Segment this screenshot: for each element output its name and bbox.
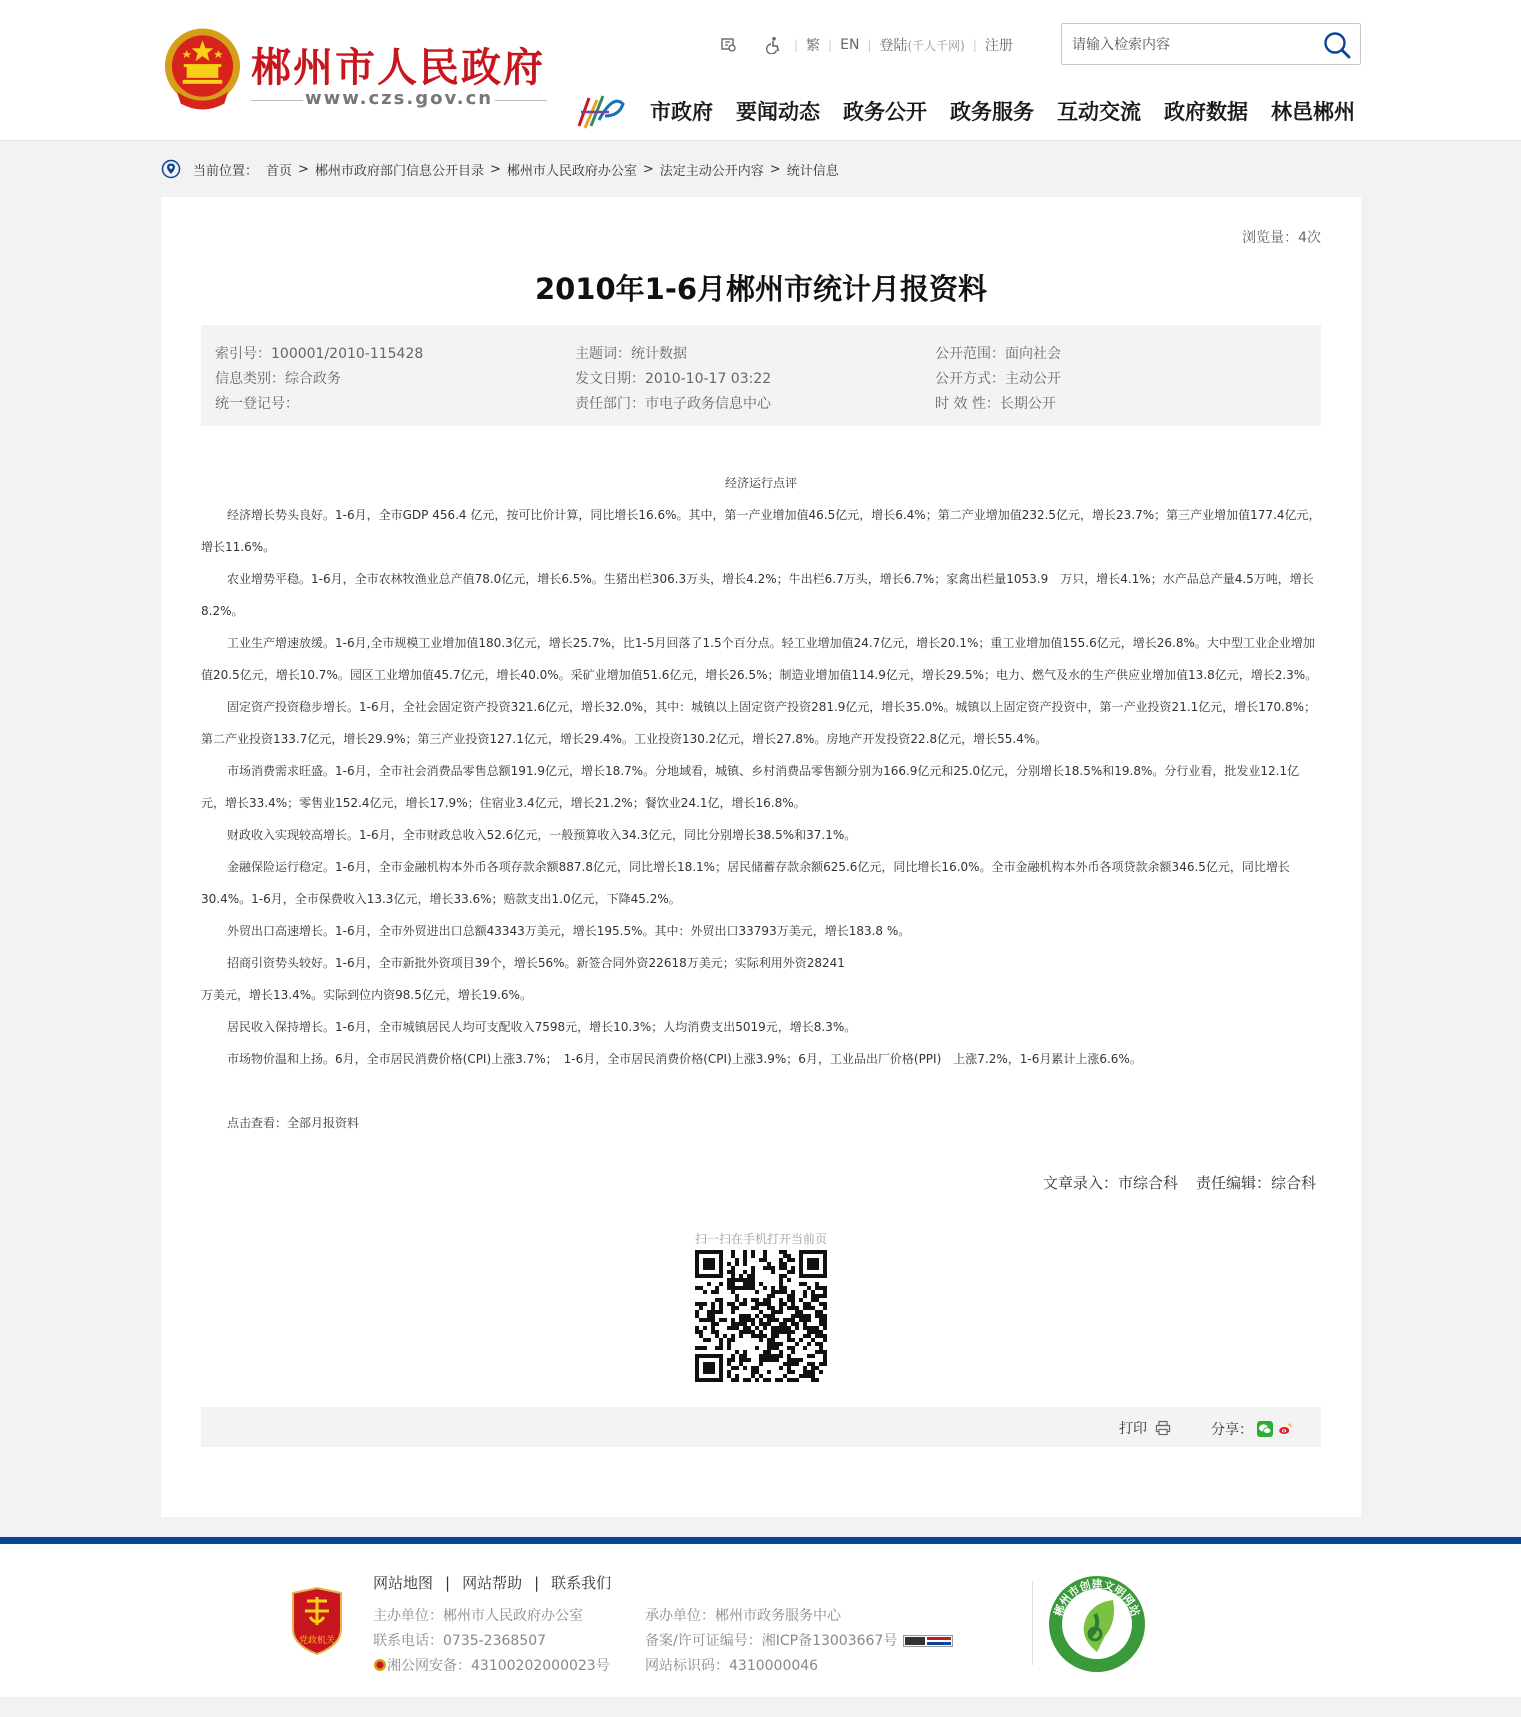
article-paragraph: 农业增势平稳。1-6月，全市农林牧渔业总产值78.0亿元，增长6.5%。生猪出栏306.3万头，增长4.2%；牛出栏6.7万头，增长6.7%；家禽出栏量1053.9 万只，增长4.1%；水产品总产量4.5万吨，增长8.2%。 — [201, 572, 1314, 618]
nav-item-interaction[interactable]: 互动交流 — [1057, 100, 1141, 124]
article-paragraph: 市场物价温和上扬。6月，全市居民消费价格(CPI)上涨3.7%； 1-6月，全市居民消费价格(CPI)上涨3.9%；6月，工业品出厂价格(PPI) 上涨7.2%，1-6月累计上涨6.6%。 — [227, 1052, 1142, 1066]
meta-subject: 主题词：统计数据 — [575, 346, 687, 362]
article-editors — [1043, 1172, 1316, 1193]
separator: | — [445, 1574, 451, 1592]
article-paragraph: 财政收入实现较高增长。1-6月，全市财政总收入52.6亿元，一般预算收入34.3亿元，同比分别增长38.5%和37.1%。 — [227, 828, 857, 842]
party-government-badge-icon[interactable] — [290, 1587, 344, 1655]
footer-site-id: 网站标识码：4310000046 — [645, 1658, 819, 1674]
breadcrumb — [161, 158, 839, 180]
breadcrumb-label: 当前位置： — [193, 163, 259, 179]
register-link[interactable]: 注册 — [984, 38, 1013, 54]
site-logo[interactable] — [163, 26, 559, 116]
breadcrumb-directory[interactable]: 郴州市政府部门信息公开目录 — [314, 163, 484, 179]
accessibility-icon[interactable] — [764, 36, 782, 54]
site-footer — [0, 1537, 1521, 1697]
login-link[interactable]: 登陆 — [879, 38, 908, 54]
meta-method: 公开方式：主动公开 — [935, 371, 1061, 387]
footer-sponsor: 主办单位：郴州市人民政府办公室 — [373, 1608, 583, 1624]
english-link[interactable]: EN — [840, 37, 860, 53]
print-button[interactable] — [1119, 1418, 1171, 1438]
separator: | — [794, 38, 799, 52]
footer-icp[interactable] — [645, 1629, 953, 1654]
cn22-badge-icon — [903, 1635, 953, 1647]
view-all-row — [201, 1107, 1321, 1139]
share-label: 分享： — [1211, 1422, 1253, 1438]
meta-index-number: 索引号：100001/2010-115428 — [215, 346, 424, 362]
meta-scope: 公开范围：面向社会 — [935, 346, 1061, 362]
nav-item-linyi-chenzhou[interactable]: 林邑郴州 — [1271, 100, 1355, 124]
meta-department: 责任部门：市电子政务信息中心 — [575, 396, 771, 412]
separator: | — [534, 1574, 540, 1592]
article-paragraph: 经济增长势头良好。1-6月，全市GDP 456.4 亿元，按可比价计算，同比增长16.6%。其中，第一产业增加值46.5亿元，增长6.4%；第二产业增加值232.5亿元，增长23.7%；第三产业增加值177.4亿元，增长11.6%。 — [201, 508, 1321, 554]
article-entry: 文章录入：市综合科 — [1042, 1174, 1178, 1192]
location-pin-icon — [161, 159, 181, 179]
footer-links — [373, 1572, 611, 1593]
footer-info-right — [645, 1604, 953, 1679]
accessibility-reader-icon[interactable] — [720, 36, 738, 54]
site-name: 郴州市人民政府 — [251, 45, 545, 91]
traditional-chinese-link[interactable]: 繁 — [806, 38, 821, 54]
breadcrumb-office[interactable]: 郴州市人民政府办公室 — [506, 163, 637, 179]
linyi-chenzhou-logo-icon — [575, 90, 627, 134]
nav-item-government-services[interactable]: 政务服务 — [950, 100, 1034, 124]
search-icon[interactable] — [1322, 30, 1352, 60]
meta-validity: 时 效 性：长期公开 — [935, 396, 1056, 412]
weibo-icon[interactable] — [1277, 1421, 1293, 1437]
article-paragraph: 市场消费需求旺盛。1-6月，全市社会消费品零售总额191.9亿元，增长18.7%。分地域看，城镇、乡村消费品零售额分别为166.9亿元和25.0亿元，分别增长18.5%和19.8%。分行业看，批发业12.1亿元，增长33.4%；零售业152.4亿元，增长17.9%；住宿业3.4亿元，增长21.2%；餐饮业24.1亿，增长16.8%。 — [201, 764, 1300, 810]
site-header — [0, 0, 1521, 141]
meta-category: 信息类别：综合政务 — [215, 371, 341, 387]
article-paragraph: 工业生产增速放缓。1-6月,全市规模工业增加值180.3亿元，增长25.7%，比1-5月回落了1.5个百分点。轻工业增加值24.7亿元，增长20.1%；重工业增加值155.6亿元，增长26.8%。大中型工业企业增加值20.5亿元，增长10.7%。园区工业增加值45.7亿元，增长40.0%。采矿业增加值51.6亿元，增长26.5%；制造业增加值114.9亿元，增长29.5%；电力、燃气及水的生产供应业增加值13.8亿元，增长2.3%。 — [201, 636, 1318, 682]
footer-divider — [1032, 1581, 1033, 1665]
breadcrumb-statistics[interactable]: 统计信息 — [786, 163, 839, 179]
article-container — [161, 197, 1361, 1517]
search-box — [1061, 23, 1361, 65]
article-meta — [201, 325, 1321, 426]
meta-date: 发文日期：2010-10-17 03:22 — [575, 371, 772, 387]
article-paragraph: 外贸出口高速增长。1-6月，全市外贸进出口总额43343万美元，增长195.5%。其中：外贸出口33793万美元，增长183.8 %。 — [227, 924, 911, 938]
national-emblem-icon — [163, 26, 242, 112]
article-paragraph: 万美元，增长13.4%。实际到位内资98.5亿元，增长19.6%。 — [201, 988, 532, 1002]
footer-phone: 联系电话：0735-2368507 — [373, 1633, 547, 1649]
view-all-prefix: 点击查看： — [227, 1116, 288, 1130]
login-subtitle[interactable]: (千人千网) — [907, 38, 965, 53]
breadcrumb-separator: > — [642, 161, 654, 177]
breadcrumb-separator: > — [769, 161, 781, 177]
breadcrumb-statutory-content[interactable]: 法定主动公开内容 — [659, 163, 764, 179]
breadcrumb-home[interactable]: 首页 — [266, 163, 293, 179]
printer-icon — [1155, 1420, 1171, 1436]
wechat-icon[interactable] — [1257, 1421, 1273, 1437]
top-links — [720, 34, 1013, 56]
meta-column-1 — [215, 342, 423, 417]
nav-item-government-data[interactable]: 政府数据 — [1164, 100, 1248, 124]
site-url: www.czs.gov.cn — [251, 88, 547, 109]
breadcrumb-separator: > — [298, 161, 309, 177]
civilized-website-badge-icon[interactable] — [1047, 1574, 1147, 1674]
article-body — [201, 467, 1321, 1139]
qr-code-icon — [695, 1250, 827, 1382]
article-paragraph: 居民收入保持增长。1-6月，全市城镇居民人均可支配收入7598元，增长10.3%；人均消费支出5019元，增长8.3%。 — [227, 1020, 857, 1034]
main-nav — [650, 96, 1355, 126]
article-heading: 经济运行点评 — [724, 476, 797, 490]
view-count: 浏览量：4次 — [1242, 230, 1321, 246]
nav-item-government-affairs-public[interactable]: 政务公开 — [843, 100, 927, 124]
meta-registration-number: 统一登记号： — [215, 396, 299, 412]
footer-operator: 承办单位：郴州市政务服务中心 — [645, 1608, 841, 1624]
article-paragraph: 招商引资势头较好。1-6月，全市新批外资项目39个，增长56%。新签合同外资22618万美元；实际利用外资28241 — [227, 956, 845, 970]
nav-item-news[interactable]: 要闻动态 — [736, 100, 820, 124]
share-bar — [201, 1407, 1321, 1447]
footer-police-record[interactable] — [373, 1654, 610, 1679]
civil-badge-text: 郴州市创建文明网站 — [1051, 1578, 1143, 1618]
search-input[interactable] — [1072, 33, 1312, 57]
footer-link-contact[interactable]: 联系我们 — [551, 1574, 612, 1592]
print-label: 打印 — [1119, 1421, 1147, 1437]
separator: | — [972, 38, 977, 52]
breadcrumb-separator: > — [489, 161, 501, 177]
badge-text: 党政机关 — [298, 1636, 336, 1646]
footer-info-left — [373, 1604, 610, 1679]
police-badge-icon — [373, 1658, 387, 1672]
separator: | — [867, 38, 872, 52]
footer-police-text: 湘公网安备：43100202000023号 — [387, 1658, 610, 1674]
qr-caption: 扫一扫在手机打开当前页 — [694, 1232, 827, 1246]
article-title: 2010年1-6月郴州市统计月报资料 — [534, 272, 988, 306]
nav-item-city-government[interactable]: 市政府 — [650, 100, 713, 124]
view-all-reports-link[interactable]: 全部月报资料 — [287, 1116, 360, 1130]
meta-column-3 — [935, 342, 1061, 417]
meta-column-2 — [575, 342, 771, 417]
footer-icp-text: 备案/许可证编号：湘ICP备13003667号 — [645, 1633, 898, 1649]
article-paragraph: 金融保险运行稳定。1-6月，全市金融机构本外币各项存款余额887.8亿元，同比增长18.1%；居民储蓄存款余额625.6亿元，同比增长16.0%。全市金融机构本外币各项贷款余额346.5亿元，同比增长30.4%。1-6月，全市保费收入13.3亿元，增长33.6%；赔款支出1.0亿元，下降45.2%。 — [201, 860, 1290, 906]
share-group — [1211, 1419, 1293, 1439]
separator: | — [828, 38, 833, 52]
footer-link-sitemap[interactable]: 网站地图 — [373, 1574, 434, 1592]
article-editor: 责任编辑：综合科 — [1195, 1174, 1316, 1192]
footer-link-help[interactable]: 网站帮助 — [462, 1574, 523, 1592]
article-paragraph: 固定资产投资稳步增长。1-6月，全社会固定资产投资321.6亿元，增长32.0%，其中：城镇以上固定资产投资281.9亿元，增长35.0%。城镇以上固定资产投资中，第一产业投资21.1亿元，增长170.8%；第二产业投资133.7亿元，增长29.9%；第三产业投资127.1亿元，增长29.4%。工业投资130.2亿元，增长27.8%。房地产开发投资22.8亿元，增长55.4%。 — [201, 700, 1317, 746]
